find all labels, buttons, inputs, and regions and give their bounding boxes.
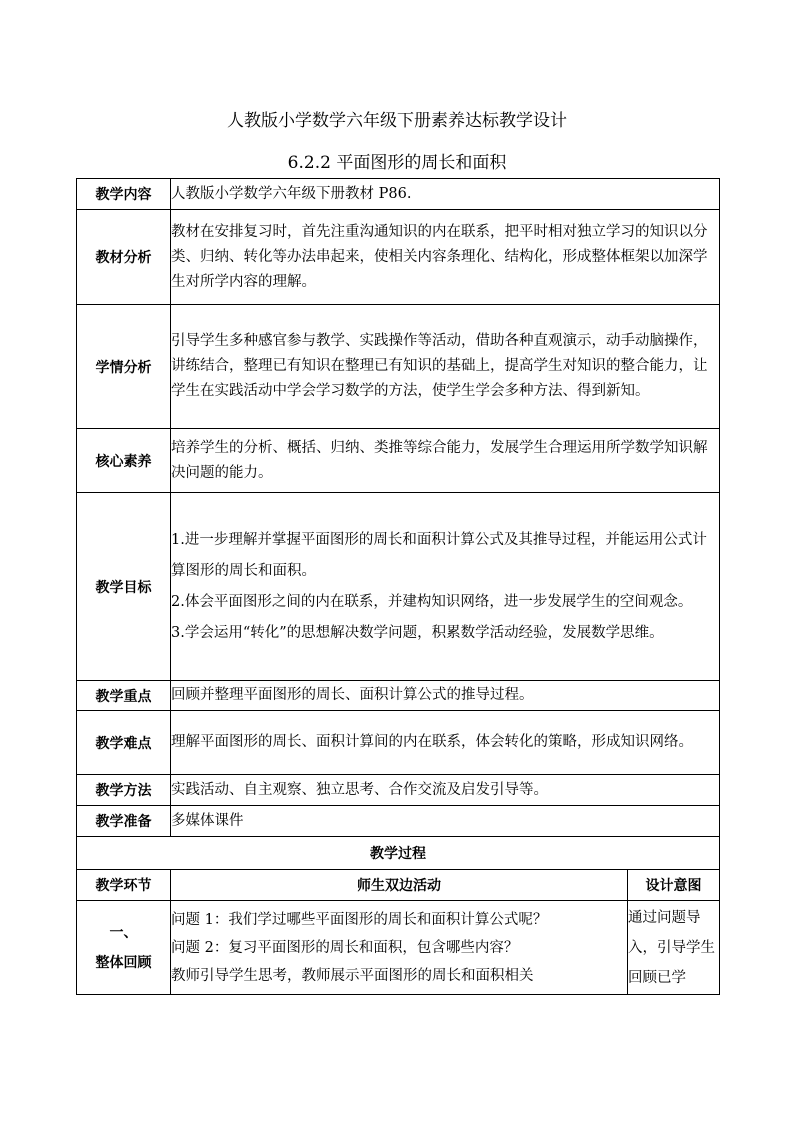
stage-1-number: 一、	[109, 924, 138, 941]
row-material	[77, 210, 720, 305]
goal-item: 1.进一步理解并掌握平面图形的周长和面积计算公式及其推导过程，并能运用公式计算图形的周长和面积。	[171, 531, 707, 579]
stage-1-name: 整体回顾	[95, 954, 152, 971]
goal-item: 2.体会平面图形之间的内在联系，并建构知识网络，进一步发展学生的空间观念。	[171, 593, 693, 610]
row-literacy	[77, 429, 720, 493]
stage-1-cell	[77, 901, 171, 995]
label-students: 学情分析	[77, 305, 171, 429]
row-students	[77, 305, 720, 429]
text-material: 教材在安排复习时，首先注重沟通知识的内在联系，把平时相对独立学习的知识以分类、归纳、转化等办法串起来，使相关内容条理化、结构化，形成整体框架以加深学生对所学内容的理解。	[171, 210, 720, 305]
col-header-stage: 教学环节	[77, 870, 171, 901]
label-literacy: 核心素养	[77, 429, 171, 493]
row-process-heading	[77, 837, 720, 870]
text-prep: 多媒体课件	[171, 806, 720, 837]
text-goals	[171, 493, 720, 681]
stage-1-intent: 通过问题导入，引导学生回顾已学	[628, 901, 720, 995]
activity-line: 问题 1：我们学过哪些平面图形的周长和面积计算公式呢？	[171, 911, 548, 928]
goal-item: 3.学会运用“转化”的思想解决数学问题，积累数学活动经验，发展数学思维。	[171, 624, 664, 641]
process-heading: 教学过程	[77, 837, 720, 870]
text-literacy: 培养学生的分析、概括、归纳、类推等综合能力，发展学生合理运用所学数学知识解决问题的能力。	[171, 429, 720, 493]
lesson-plan-table	[76, 178, 720, 995]
row-key	[77, 681, 720, 711]
activity-line: 教师引导学生思考，教师展示平面图形的周长和面积相关	[171, 967, 534, 984]
row-process-columns	[77, 870, 720, 901]
label-difficulty: 教学难点	[77, 711, 171, 775]
label-prep: 教学准备	[77, 806, 171, 837]
label-material: 教材分析	[77, 210, 171, 305]
text-key: 回顾并整理平面图形的周长、面积计算公式的推导过程。	[171, 681, 720, 711]
document-title: 人教版小学数学六年级下册素养达标教学设计	[227, 111, 567, 131]
row-prep	[77, 806, 720, 837]
row-stage-1	[77, 901, 720, 995]
text-difficulty: 理解平面图形的周长、面积计算间的内在联系，体会转化的策略，形成知识网络。	[171, 711, 720, 775]
stage-1-activity	[171, 901, 628, 995]
text-students: 引导学生多种感官参与教学、实践操作等活动，借助各种直观演示，动手动脑操作，讲练结合，整理已有知识在整理已有知识的基础上，提高学生对知识的整合能力，让学生在实践活动中学会学习数学的方法，使学生学会多种方法、得到新知。	[171, 305, 720, 429]
label-key: 教学重点	[77, 681, 171, 711]
text-method: 实践活动、自主观察、独立思考、合作交流及启发引导等。	[171, 775, 720, 806]
label-content: 教学内容	[77, 179, 171, 210]
col-header-intent: 设计意图	[628, 870, 720, 901]
label-method: 教学方法	[77, 775, 171, 806]
label-goals: 教学目标	[77, 493, 171, 681]
activity-line: 问题 2：复习平面图形的周长和面积，包含哪些内容？	[171, 939, 519, 956]
lesson-title: 6.2.2 平面图形的周长和面积	[287, 153, 507, 173]
row-goals	[77, 493, 720, 681]
text-content: 人教版小学数学六年级下册教材 P86.	[171, 179, 720, 210]
col-header-activity: 师生双边活动	[171, 870, 628, 901]
row-method	[77, 775, 720, 806]
row-content	[77, 179, 720, 210]
row-difficulty	[77, 711, 720, 775]
